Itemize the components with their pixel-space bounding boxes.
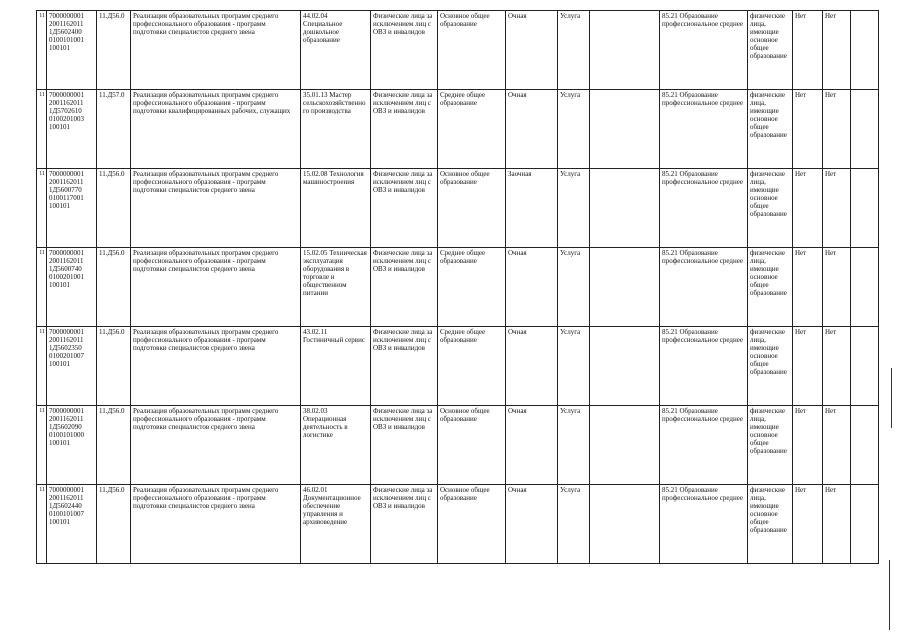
okved-cell: 85.21 Образование профессиональное среднее <box>660 90 748 169</box>
blank-cell <box>590 90 660 169</box>
consumer-description-cell: физические лица, имеющие основное общее образование <box>748 327 793 406</box>
service-name-cell: Реализация образовательных программ среднего профессионального образования - программ подготовки квалифицированных рабочих, служащих <box>131 90 301 169</box>
blank-cell-end <box>851 11 879 90</box>
table-body <box>37 11 879 564</box>
consumer-category-cell: Физические лица за исключением лиц с ОВЗ и инвалидов <box>371 485 438 564</box>
okved-cell: 85.21 Образование профессиональное среднее <box>660 169 748 248</box>
consumer-description-cell: физические лица, имеющие основное общее образование <box>748 11 793 90</box>
consumer-category-cell: Физические лица за исключением лиц с ОВЗ и инвалидов <box>371 90 438 169</box>
study-form-cell: Очная <box>506 248 558 327</box>
consumer-category-cell: Физические лица за исключением лиц с ОВЗ и инвалидов <box>371 327 438 406</box>
study-form-cell: Очная <box>506 327 558 406</box>
blank-cell <box>590 248 660 327</box>
specialty-cell: 38.02.03 Операционная деятельность в логистике <box>301 406 371 485</box>
consumer-description-cell: физические лица, имеющие основное общее образование <box>748 169 793 248</box>
service-name-cell: Реализация образовательных программ среднего профессионального образования - программ подготовки специалистов среднего звена <box>131 248 301 327</box>
consumer-category-cell: Физические лица за исключением лиц с ОВЗ и инвалидов <box>371 11 438 90</box>
blank-cell <box>590 11 660 90</box>
table-row <box>37 248 879 327</box>
indicator-code-cell: 11.Д56.0 <box>97 11 131 90</box>
education-base-cell: Среднее общее образование <box>438 248 506 327</box>
row-number-cell: 11 <box>37 169 47 248</box>
specialty-cell: 43.02.11 Гостиничный сервис <box>301 327 371 406</box>
flag-cell-1: Нет <box>793 169 823 248</box>
services-register-table <box>36 10 879 564</box>
flag-cell-1: Нет <box>793 485 823 564</box>
indicator-code-cell: 11.Д56.0 <box>97 327 131 406</box>
service-name-cell: Реализация образовательных программ среднего профессионального образования - программ подготовки специалистов среднего звена <box>131 485 301 564</box>
service-name-cell: Реализация образовательных программ среднего профессионального образования - программ подготовки специалистов среднего звена <box>131 169 301 248</box>
table-row <box>37 485 879 564</box>
flag-cell-1: Нет <box>793 90 823 169</box>
scan-edge-line <box>891 368 892 428</box>
row-number-cell: 11 <box>37 248 47 327</box>
consumer-category-cell: Физические лица за исключением лиц с ОВЗ и инвалидов <box>371 169 438 248</box>
specialty-cell: 15.02.08 Технология машиностроения <box>301 169 371 248</box>
study-form-cell: Очная <box>506 406 558 485</box>
flag-cell-1: Нет <box>793 248 823 327</box>
study-form-cell: Очная <box>506 485 558 564</box>
row-number-cell: 11 <box>37 90 47 169</box>
indicator-code-cell: 11.Д56.0 <box>97 248 131 327</box>
okved-cell: 85.21 Образование профессиональное среднее <box>660 327 748 406</box>
flag-cell-2: Нет <box>823 485 851 564</box>
education-base-cell: Основное общее образование <box>438 485 506 564</box>
specialty-cell: 15.02.05 Техническая эксплуатация оборудования в торговле и общественном питании <box>301 248 371 327</box>
study-form-cell: Заочная <box>506 169 558 248</box>
flag-cell-2: Нет <box>823 169 851 248</box>
blank-cell <box>590 406 660 485</box>
education-base-cell: Среднее общее образование <box>438 327 506 406</box>
registry-code-cell: 7000000001 2001162011 1Д5602440 0100101007 100101 <box>47 485 97 564</box>
registry-code-cell: 7000000001 2001162011 1Д5602350 0100201007 100101 <box>47 327 97 406</box>
table-row <box>37 169 879 248</box>
okved-cell: 85.21 Образование профессиональное среднее <box>660 485 748 564</box>
row-number-cell: 11 <box>37 485 47 564</box>
row-number-cell: 11 <box>37 11 47 90</box>
study-form-cell: Очная <box>506 11 558 90</box>
flag-cell-2: Нет <box>823 90 851 169</box>
flag-cell-2: Нет <box>823 248 851 327</box>
table-row <box>37 327 879 406</box>
blank-cell-end <box>851 248 879 327</box>
indicator-code-cell: 11.Д56.0 <box>97 485 131 564</box>
blank-cell-end <box>851 90 879 169</box>
blank-cell <box>590 485 660 564</box>
row-number-cell: 11 <box>37 406 47 485</box>
flag-cell-2: Нет <box>823 327 851 406</box>
service-type-cell: Услуга <box>558 11 590 90</box>
service-name-cell: Реализация образовательных программ среднего профессионального образования - программ подготовки специалистов среднего звена <box>131 327 301 406</box>
table-row <box>37 406 879 485</box>
education-base-cell: Среднее общее образование <box>438 90 506 169</box>
specialty-cell: 35.01.13 Мастер сельскохозяйственного производства <box>301 90 371 169</box>
table-row <box>37 11 879 90</box>
registry-code-cell: 7000000001 2001162011 1Д5602090 0100101000 100101 <box>47 406 97 485</box>
indicator-code-cell: 11.Д56.0 <box>97 406 131 485</box>
consumer-description-cell: физические лица, имеющие основное общее образование <box>748 248 793 327</box>
service-type-cell: Услуга <box>558 327 590 406</box>
consumer-description-cell: физические лица, имеющие основное общее образование <box>748 485 793 564</box>
consumer-description-cell: физические лица, имеющие основное общее образование <box>748 90 793 169</box>
indicator-code-cell: 11.Д57.0 <box>97 90 131 169</box>
blank-cell <box>590 169 660 248</box>
okved-cell: 85.21 Образование профессиональное среднее <box>660 11 748 90</box>
consumer-category-cell: Физические лица за исключением лиц с ОВЗ и инвалидов <box>371 406 438 485</box>
row-number-cell: 11 <box>37 327 47 406</box>
consumer-category-cell: Физические лица за исключением лиц с ОВЗ и инвалидов <box>371 248 438 327</box>
registry-code-cell: 7000000001 2001162011 1Д5600740 0100201001 100101 <box>47 248 97 327</box>
education-base-cell: Основное общее образование <box>438 169 506 248</box>
okved-cell: 85.21 Образование профессиональное среднее <box>660 406 748 485</box>
blank-cell <box>590 327 660 406</box>
specialty-cell: 46.02.01 Документационное обеспечение управления и архивоведение <box>301 485 371 564</box>
flag-cell-1: Нет <box>793 11 823 90</box>
registry-code-cell: 7000000001 2001162011 1Д5602400 0100101001 100101 <box>47 11 97 90</box>
service-name-cell: Реализация образовательных программ среднего профессионального образования - программ подготовки специалистов среднего звена <box>131 11 301 90</box>
specialty-cell: 44.02.04 Специальное дошкольное образование <box>301 11 371 90</box>
registry-code-cell: 7000000001 2001162011 1Д5702610 0100201003 100101 <box>47 90 97 169</box>
blank-cell-end <box>851 169 879 248</box>
scan-edge-line <box>889 560 890 630</box>
flag-cell-2: Нет <box>823 11 851 90</box>
flag-cell-2: Нет <box>823 406 851 485</box>
service-type-cell: Услуга <box>558 90 590 169</box>
service-name-cell: Реализация образовательных программ среднего профессионального образования - программ подготовки специалистов среднего звена <box>131 406 301 485</box>
service-type-cell: Услуга <box>558 169 590 248</box>
study-form-cell: Очная <box>506 90 558 169</box>
service-type-cell: Услуга <box>558 485 590 564</box>
service-type-cell: Услуга <box>558 406 590 485</box>
indicator-code-cell: 11.Д56.0 <box>97 169 131 248</box>
blank-cell-end <box>851 406 879 485</box>
education-base-cell: Основное общее образование <box>438 11 506 90</box>
flag-cell-1: Нет <box>793 327 823 406</box>
blank-cell-end <box>851 327 879 406</box>
registry-code-cell: 7000000001 2001162011 1Д5600770 0100117001 100101 <box>47 169 97 248</box>
blank-cell-end <box>851 485 879 564</box>
service-type-cell: Услуга <box>558 248 590 327</box>
flag-cell-1: Нет <box>793 406 823 485</box>
education-base-cell: Основное общее образование <box>438 406 506 485</box>
table-row <box>37 90 879 169</box>
consumer-description-cell: физические лица, имеющие основное общее образование <box>748 406 793 485</box>
okved-cell: 85.21 Образование профессиональное среднее <box>660 248 748 327</box>
